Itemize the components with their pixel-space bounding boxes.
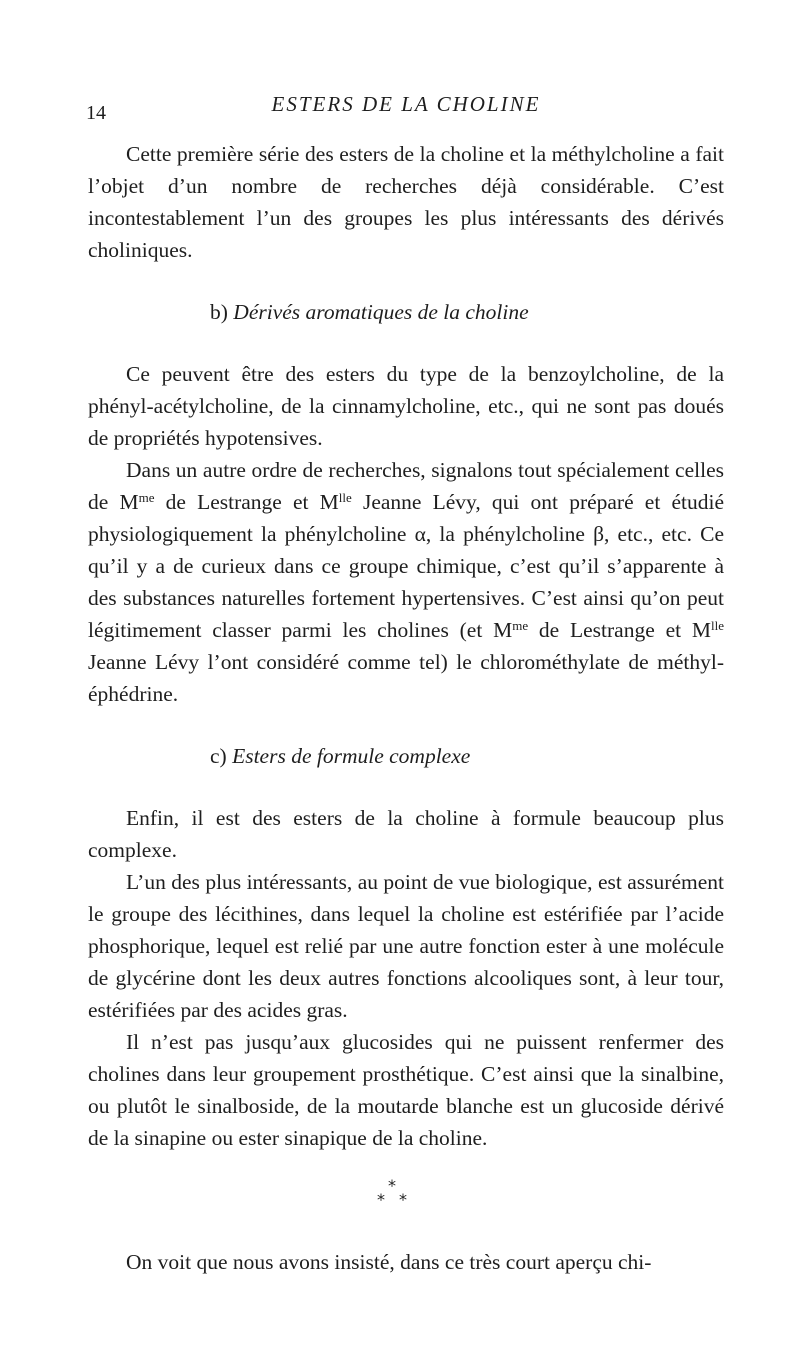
asterisk: *: [399, 1190, 407, 1209]
paragraph-lecithins: L’un des plus intéressants, au point de vue biologique, est assurément le groupe des lécithines, dans lequel la choline est estérifiée par l’acide phosphorique, lequel est relié par une autre fonction ester à une molécule de glycérine dont les deux autres fonctions alcooliques sont, à leur tour, estérifiées par des acides gras.: [88, 870, 724, 1022]
text-segment: de Lestrange et M: [154, 490, 339, 514]
section-heading-b: [88, 296, 724, 328]
text-segment: Dans un autre ordre de recherches, signalons tout spécialement celles de M: [88, 458, 724, 514]
paragraph-complex-esters: Enfin, il est des esters de la choline à formule beaucoup plus complexe.: [88, 806, 724, 862]
running-head: ESTERS DE LA CHOLINE: [271, 92, 541, 116]
page-number: 14: [86, 102, 106, 124]
asterisk: *: [388, 1176, 396, 1195]
superscript-mme: me: [512, 618, 529, 633]
text-segment: Jeanne Lévy, qui ont préparé et étudié physiologiquement la phénylcholine α, la phénylcholine β, etc., etc. Ce qu’il y a de curieux dans ce groupe chimique, c’est qu’il s’apparente à des substances naturelles fortement hypertensives. C’est ainsi qu’on peut légitimement classer parmi les cholines (et M: [88, 490, 725, 642]
section-label-c: c): [210, 744, 227, 768]
text-segment: Jeanne Lévy l’ont considéré comme tel) le chlorométhylate de méthyl-éphédrine.: [88, 650, 724, 706]
paragraph-phenylcholine: [88, 454, 724, 710]
superscript-mlle: lle: [711, 618, 724, 633]
section-title-c: Esters de formule complexe: [232, 744, 471, 768]
page-body: [88, 138, 724, 1278]
text-segment: de Lestrange et M: [528, 618, 711, 642]
paragraph-conclusion: On voit que nous avons insisté, dans ce très court aperçu chi-: [126, 1250, 652, 1274]
paragraph-glucosides: Il n’est pas jusqu’aux glucosides qui ne puissent renfermer des cholines dans leur groupement prosthétique. C’est ainsi que la sinalbine, ou plutôt le sinalboside, de la moutarde blanche est un glucoside dérivé de la sinapine ou ester sinapique de la choline.: [88, 1030, 724, 1150]
section-title-b: Dérivés aromatiques de la choline: [233, 300, 529, 324]
asterisk: *: [377, 1190, 385, 1209]
paragraph-aromatic-esters: Ce peuvent être des esters du type de la benzoylcholine, de la phényl-acétylcholine, de la cinnamylcholine, etc., qui ne sont pas doués de propriétés hypotensives.: [88, 362, 724, 450]
page-header: [86, 92, 726, 124]
superscript-mme: me: [138, 490, 155, 505]
paragraph-methylcholine: Cette première série des esters de la choline et la méthylcholine a fait l’objet d’un nombre de recherches déjà considérable. C’est incontestablement l’un des groupes les plus intéressants des dérivés choliniques.: [88, 142, 724, 262]
section-heading-c: [88, 740, 724, 772]
section-label-b: b): [210, 300, 228, 324]
superscript-mlle: lle: [338, 490, 352, 505]
asterism-separator: [88, 1174, 724, 1224]
